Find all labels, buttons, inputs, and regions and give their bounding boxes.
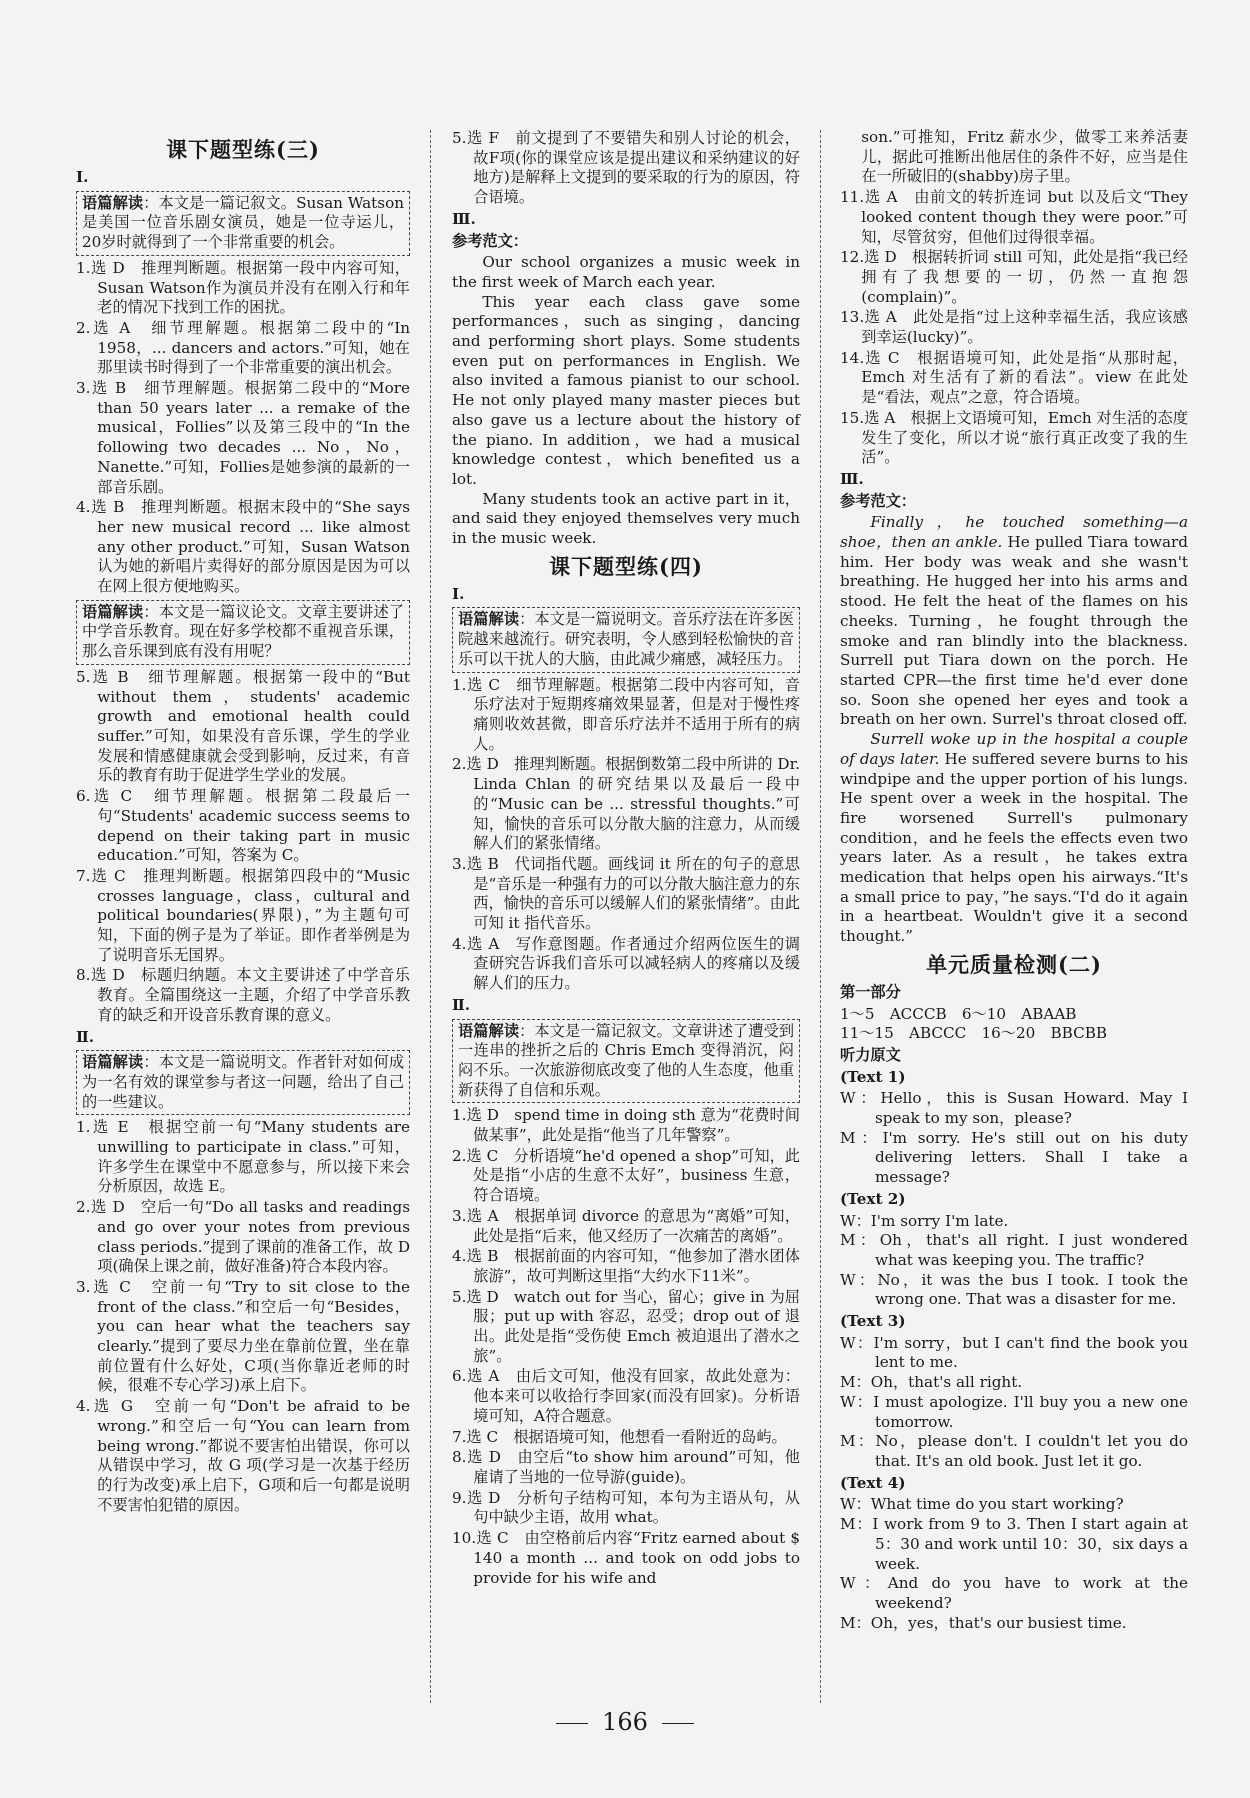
summary-label: 语篇解读 [82,193,144,212]
answer-list [76,1118,410,1515]
dialogue-line: M：Oh，that's all right. [840,1373,1023,1392]
part-label: Ⅰ. [452,584,465,603]
answer-item: 5.选 D watch out for 当心，留心；give in 为屈服；put up with 容忍，忍受；drop out of 退出。此处是指“受伤使 Emch 被迫退出了潜水之旅”。 [452,1287,800,1365]
answer-item: 2.选 D 推理判断题。根据倒数第二段中所讲的 Dr. Linda Chlan 的研究结果以及最后一段中的“Music can be ... stressful thoughts.”可知，愉快的音乐可以分散大脑的注意力，从而缓解人们的紧张情绪。 [452,755,800,853]
dialogue-text-label: (Text 1) [840,1067,906,1086]
essay-paragraph [840,513,1188,730]
essay-opening-sentence: Finally，he touched something—a shoe，then an ankle. [840,513,1188,552]
passage-summary-box [76,1050,410,1115]
listening-dialogue [840,1068,1188,1634]
listening-script-label: 听力原文 [840,1045,901,1064]
summary-label: 语篇解读 [458,1021,520,1040]
answer-item: 7.选 C 推理判断题。根据第四段中的“Music crosses language，class，cultural and political boundaries(界限)，”为主题句可知，下面的例子是为了举证。即作者举例是为了说明音乐无国界。 [76,866,410,964]
dialogue-line: W：And do you have to work at the weekend? [840,1574,1188,1612]
answer-item: 6.选 C 细节理解题。根据第二段最后一句“Students' academic success seems to depend on their taking part in music education.”可知，答案为 C。 [76,787,410,865]
answer-item: 14.选 C 根据语境可知，此处是指“从那时起，Emch 对生活有了新的看法”。view 在此处是“看法，观点”之意，符合语境。 [840,348,1188,407]
part-label: Ⅱ. [76,1027,95,1046]
essay-paragraph: Our school organizes a music week in the first week of March each year. [452,253,800,291]
answer-list [840,188,1188,468]
essay-paragraph: Many students took an active part in it，and said they enjoyed themselves very much in the music week. [452,489,800,548]
sample-essay [452,253,800,549]
answer-item: 1.选 E 根据空前一句“Many students are unwilling to participate in class.”可知，许多学生在课堂中不愿意参与，所以接下来会分析原因，故选 E。 [76,1118,410,1196]
column-left [76,128,410,1516]
answer-item: 4.选 A 写作意图题。作者通过介绍两位医生的调查研究告诉我们音乐可以减轻病人的疼痛以及缓解人们的压力。 [452,934,800,993]
answer-item: 15.选 A 根据上文语境可知，Emch 对生活的态度发生了变化，所以才说“旅行真正改变了我的生活”。 [840,408,1188,467]
page-number-dash-right [662,1723,694,1724]
answer-item: 5.选 B 细节理解题。根据第一段中的“But without them，students' academic growth and emotional health could suffer.”可知，如果没有音乐课，学生的学业发展和情感健康就会受到影响，反过来，有音乐的教育有助于促进学生学业的发展。 [76,667,410,785]
dialogue-text-label: (Text 4) [840,1473,906,1492]
answer-item: 2.选 D 空后一句“Do all tasks and readings and go over your notes from previous class periods.”提到了课前的准备工作，故 D 项(确保上课之前，做好准备)符合本段内容。 [76,1198,410,1276]
answer-item: 6.选 A 由后文可知，他没有回家，故此处意为：他本来可以收拾行李回家(而没有回家)。分析语境可知，A符合题意。 [452,1367,800,1425]
answer-continuation: son.”可推知，Fritz 薪水少，做零工来养活妻儿，据此可推断出他居住的条件不好，应当是住在一所破旧的(shabby)房子里。 [861,128,1188,186]
dialogue-line: M：No，please don't. I couldn't let you do that. It's an old book. Just let it go. [840,1432,1188,1470]
section-heading-4: 课下题型练(四) [549,553,703,579]
answer-key-row: 1～5 ACCCB 6～10 ABAAB [840,1004,1077,1023]
answer-item: 2.选 C 分析语境“he'd opened a shop”可知，此处是指“小店的生意不太好”，business 生意，符合语境。 [452,1146,800,1205]
dialogue-line: M：I work from 9 to 3. Then I start again at 5：30 and work until 10：30，six days a week. [840,1515,1188,1573]
dialogue-text-label: (Text 3) [840,1312,906,1331]
answer-item: 10.选 C 由空格前后内容“Fritz earned about $ 140 a month ... and took on odd jobs to provide for his wife and [452,1529,800,1587]
dialogue-line: W：Hello，this is Susan Howard. May I speak to my son，please? [840,1089,1188,1128]
answer-item: 1.选 C 细节理解题。根据第二段中内容可知，音乐疗法对于短期疼痛效果显著，但是对于慢性疼痛则收效甚微，即音乐疗法并不适用于所有的病人。 [452,675,800,753]
answer-item: 11.选 A 由前文的转折连词 but 以及后文“They looked content though they were poor.”可知，尽管贫穷，但他们过得很幸福。 [840,188,1188,246]
summary-text: ：本文是一篇记叙文。文章讲述了遭受到一连串的挫折之后的 Chris Emch 变得消沉，闷闷不乐。一次旅游彻底改变了他的人生态度，他重新获得了自信和乐观。 [458,1021,795,1099]
answer-item: 3.选 B 代词指代题。画线词 it 所在的句子的意思是“音乐是一种强有力的可以分散大脑注意力的东西，愉快的音乐可以缓解人们的紧张情绪”。由此可知 it 指代音乐。 [452,854,800,933]
summary-text: ：本文是一篇说明文。作者针对如何成为一名有效的课堂参与者这一问题，给出了自己的一些建议。 [82,1053,405,1111]
passage-summary-box [452,1019,800,1104]
answer-list [452,676,800,994]
answer-item: 3.选 B 细节理解题。根据第二段中的“More than 50 years later ... a remake of the musical，Follies”以及第三段中的“In the following two decades ... No，No，Nanette.”可知，Follies是她参演的最新的一部音乐剧。 [76,379,410,496]
part-label: Ⅲ. [840,469,864,488]
part-label: Ⅱ. [452,995,471,1014]
answer-list [452,1106,800,1588]
answer-item: 12.选 D 根据转折词 still 可知，此处是指“我已经拥有了我想要的一切，仍然一直抱怨(complain)”。 [840,248,1188,306]
dialogue-line: M：Oh，yes，that's our busiest time. [840,1613,1127,1632]
essay-opening-sentence: Surrell woke up in the hospital a couple of days later. [840,730,1188,768]
dialogue-line: M：Oh，that's all right. I just wondered what was keeping you. The traffic? [840,1231,1188,1269]
answer-item: 9.选 D 分析句子结构可知，本句为主语从句，从句中缺少主语，故用 what。 [452,1488,800,1527]
column-middle [452,128,800,1589]
answer-item: 2.选 A 细节理解题。根据第二段中的“In 1958，... dancers and actors.”可知，她在那里读书时得到了一个非常重要的演出机会。 [76,318,410,377]
dialogue-line: M：I'm sorry. He's still out on his duty delivering letters. Shall I take a message? [840,1128,1188,1187]
answer-item: 8.选 D 标题归纳题。本文主要讲述了中学音乐教育。全篇围绕这一主题，介绍了中学音乐教育的缺乏和开设音乐教育课的意义。 [76,966,410,1024]
part-one-label: 第一部分 [840,982,901,1001]
summary-text: ：本文是一篇议论文。文章主要讲述了中学音乐教育。现在好多学校都不重视音乐课，那么音乐课到底有没有用呢？ [82,602,405,661]
answer-key-row: 11～15 ABCCC 16～20 BBCBB [840,1024,1108,1043]
answer-item: 4.选 G 空前一句“Don't be afraid to be wrong.”和空后一句“You can learn from being wrong.”都说不要害怕出错误，你可以从错误中学习，故 G 项(学习是一次基于经历的行为改变)承上启下，G项和后一句都是说明不要害怕犯错的原因。 [76,1397,410,1514]
summary-text: ：本文是一篇记叙文。Susan Watson是美国一位音乐剧女演员，她是一位寺运儿，20岁时就得到了一个非常重要的机会。 [82,193,405,252]
part-label: Ⅰ. [76,168,89,186]
summary-label: 语篇解读 [458,610,520,629]
essay-paragraph [840,730,1188,947]
dialogue-line: W：What time do you start working? [840,1495,1124,1514]
passage-summary-box [76,600,410,665]
answer-item: 1.选 D spend time in doing sth 意为“花费时间做某事”，此处是指“他当了几年警察”。 [452,1106,800,1145]
dialogue-line: W：I must apologize. I'll buy you a new one tomorrow. [840,1392,1188,1431]
answer-list [76,259,410,597]
answer-item: 5.选 F 前文提到了不要错失和别人讨论的机会，故F项(你的课堂应该是提出建议和采纳建议的好地方)是解释上文提到的要采取的行为的原因，符合语境。 [452,129,800,207]
summary-label: 语篇解读 [82,1053,144,1072]
dialogue-line: W：I'm sorry，but I can't find the book you lent to me. [840,1333,1188,1372]
dialogue-line: W：I'm sorry I'm late. [840,1211,1009,1230]
sample-essay-label: 参考范文： [452,231,528,250]
essay-body: He suffered severe burns to his windpipe and the upper portion of his lungs. He spent over a week in the hospital. The fire worsened Surrell's pulmonary condition，and he feels the effects even two years later. As a result，he takes extra medication that helps open his airways.“It's a small price to pay，”he says.“I'd do it again in a heartbeat. Wouldn't give it a second thought.” [840,749,1189,946]
unit-test-heading: 单元质量检测(二) [926,951,1102,977]
passage-summary-box [452,607,800,672]
column-right [840,128,1188,1633]
passage-summary-box [76,191,410,256]
dialogue-text-label: (Text 2) [840,1189,906,1208]
answer-list [76,668,410,1026]
answer-item: 3.选 C 空前一句“Try to sit close to the front of the class.”和空后一句“Besides，you can hear what the teachers say clearly.”提到了要尽力坐在靠前位置，坐在靠前位置有什么好处，C项(当你靠近老师的时候，很难不专心学习)承上启下。 [76,1277,410,1395]
summary-label: 语篇解读 [82,602,144,621]
page-number-dash-left [556,1723,588,1724]
page-number [520,1708,730,1736]
answer-item: 13.选 A 此处是指“过上这种幸福生活，我应该感到幸运(lucky)”。 [840,308,1188,347]
section-heading-3: 课下题型练(三) [166,137,320,162]
answer-item: 1.选 D 推理判断题。根据第一段中内容可知，Susan Watson作为演员并没有在刚入行和年老的情况下找到工作的困扰。 [76,258,410,317]
dialogue-line: W：No，it was the bus I took. I took the wrong one. That was a disaster for me. [840,1270,1188,1309]
part-label: Ⅲ. [452,209,476,228]
answer-item: 3.选 A 根据单词 divorce 的意思为“离婚”可知，此处是指“后来，他又经历了一次痛苦的离婚”。 [452,1206,800,1245]
answer-item: 4.选 B 根据前面的内容可知，“他参加了潜水团体旅游”，故可判断这里指“大约水下11米”。 [452,1247,800,1285]
answer-item: 8.选 D 由空后“to show him around”可知，他雇请了当地的一位导游(guide)。 [452,1448,800,1486]
column-divider-right [820,130,821,1703]
essay-body: He pulled Tiara toward him. Her body was weak and she wasn't breathing. He hugged her into his arms and stood. He felt the heat of the flames on his cheeks. Turning，he fought through the smoke and ran blindly into the blackness. Surrell put Tiara down on the porch. He started CPR—the first time he'd ever done so. Soon she opened her eyes and took a breath on her own. Surrel's throat closed off. [840,533,1188,729]
answer-item: 7.选 C 根据语境可知，他想看一看附近的岛屿。 [452,1427,787,1446]
column-divider-left [430,130,431,1703]
essay-paragraph: This year each class gave some performances，such as singing，dancing and performing short plays. Some students even put on performances in English. We also invited a famous pianist to our school. He not only played many master pieces but also gave us a lecture about the history of the piano. In addition，we had a musical knowledge contest，which benefited us a lot. [452,292,800,488]
summary-text: ：本文是一篇说明文。音乐疗法在许多医院越来越流行。研究表明，令人感到轻松愉快的音乐可以干扰人的大脑，由此减少痛感，减轻压力。 [458,610,795,668]
page-number-text: 166 [602,1708,648,1736]
answer-item: 4.选 B 推理判断题。根据末段中的“She says her new musical record ... like almost any other product.”可知，Susan Watson认为她的新唱片卖得好的部分原因是因为可以在网上很方便地购买。 [76,498,410,596]
sample-essay-label: 参考范文： [840,491,916,510]
